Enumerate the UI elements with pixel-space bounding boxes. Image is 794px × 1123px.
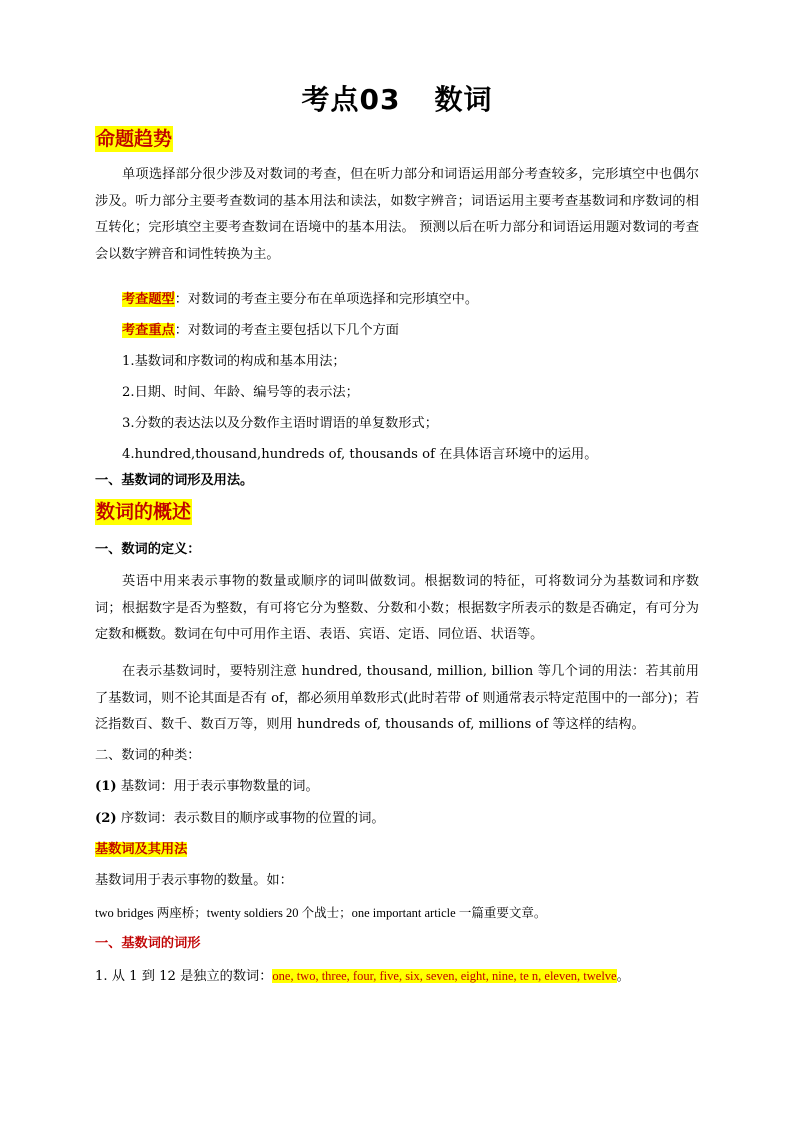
focus-item: 2.日期、时间、年龄、编号等的表示法； [122,385,359,400]
focus-item: 3.分数的表达法以及分数作主语时谓语的单复数形式； [122,416,438,431]
section-heading-overview: 数词的概述 [96,501,192,523]
cardinal-examples: two bridges 两座桥；twenty soldiers 20 个战士；one important article 一篇重要文章。 [95,906,547,920]
note-paragraph: 在表示基数词时，要特别注意 hundred, thousand, million, billion 等几个词的用法：若其前用了基数词，则不论其面是否有 of，都必须用单数形式(此时若带 of 则通常表示特定范围中的一部分)；若泛指数百、数千、数百万等，则用 hundreds of, thousands of, millions of 等这样的结构。 [95,664,699,732]
kind-number: (1) [95,779,117,794]
title-main: 考点03 [301,83,401,116]
exam-type-line [122,290,478,310]
section-heading-cardinal: 基数词及其用法 [95,842,188,857]
trend-paragraph: 单项选择部分很少涉及对数词的考查，但在听力部分和词语运用部分考查较多，完形填空中也偶尔涉及。听力部分主要考查数词的基本用法和读法，如数字辨音；词语运用主要考查基数词和序数词的相互转化；完形填空主要考查数词在语境中的基本用法。 预测以后在听力部分和词语运用题对数词的考查会以数字辨音和词性转换为主。 [95,167,699,262]
kind-text: 序数词：表示数目的顺序或事物的位置的词。 [116,811,385,826]
kind-item [95,809,385,829]
kind-number: (2) [95,811,117,826]
cardinal-word-list: one, two, three, four, five, six, seven, eight, nine, te n, eleven, twelve [272,969,617,983]
section-heading-trend: 命题趋势 [96,128,173,150]
definition-paragraph: 英语中用来表示事物的数量或顺序的词叫做数词。根据数词的特征，可将数词分为基数词和序数词；根据数字是否为整数，有可将它分为整数、分数和小数；根据数字所表示的数是否确定，有可分为定数和概数。数词在句中可用作主语、表语、宾语、定语、同位语、状语等。 [95,574,699,642]
exam-focus-text: ：对数词的考查主要包括以下几个方面 [174,323,399,338]
cardinal-rule-line [95,966,630,987]
kind-text: 基数词：用于表示事物数量的词。 [116,779,319,794]
exam-focus-label: 考查重点 [122,323,175,338]
cardinal-intro: 基数词用于表示事物的数量。如： [95,873,293,888]
definition-heading: 一、数词的定义： [95,542,201,557]
exam-type-label: 考查题型 [122,292,175,307]
cardinal-form-heading: 一、基数词的词形 [95,936,201,951]
cardinal-usage-heading: 一、基数词的词形及用法。 [95,473,254,488]
page-title [0,78,794,118]
focus-item: 4.hundred,thousand,hundreds of, thousands of 在具体语言环境中的运用。 [122,447,598,462]
title-sub: 数词 [434,83,493,116]
cardinal-usage-section [95,840,187,860]
exam-type-text: ：对数词的考查主要分布在单项选择和完形填空中。 [174,292,479,307]
cardinal-rule-suffix: 。 [616,969,630,984]
focus-item: 1.基数词和序数词的构成和基本用法； [122,354,346,369]
cardinal-rule-prefix: 1. 从 1 到 12 是独立的数词： [95,969,273,984]
kinds-heading: 二、数词的种类： [95,748,201,763]
kind-item [95,777,319,797]
exam-focus-line [122,321,399,341]
